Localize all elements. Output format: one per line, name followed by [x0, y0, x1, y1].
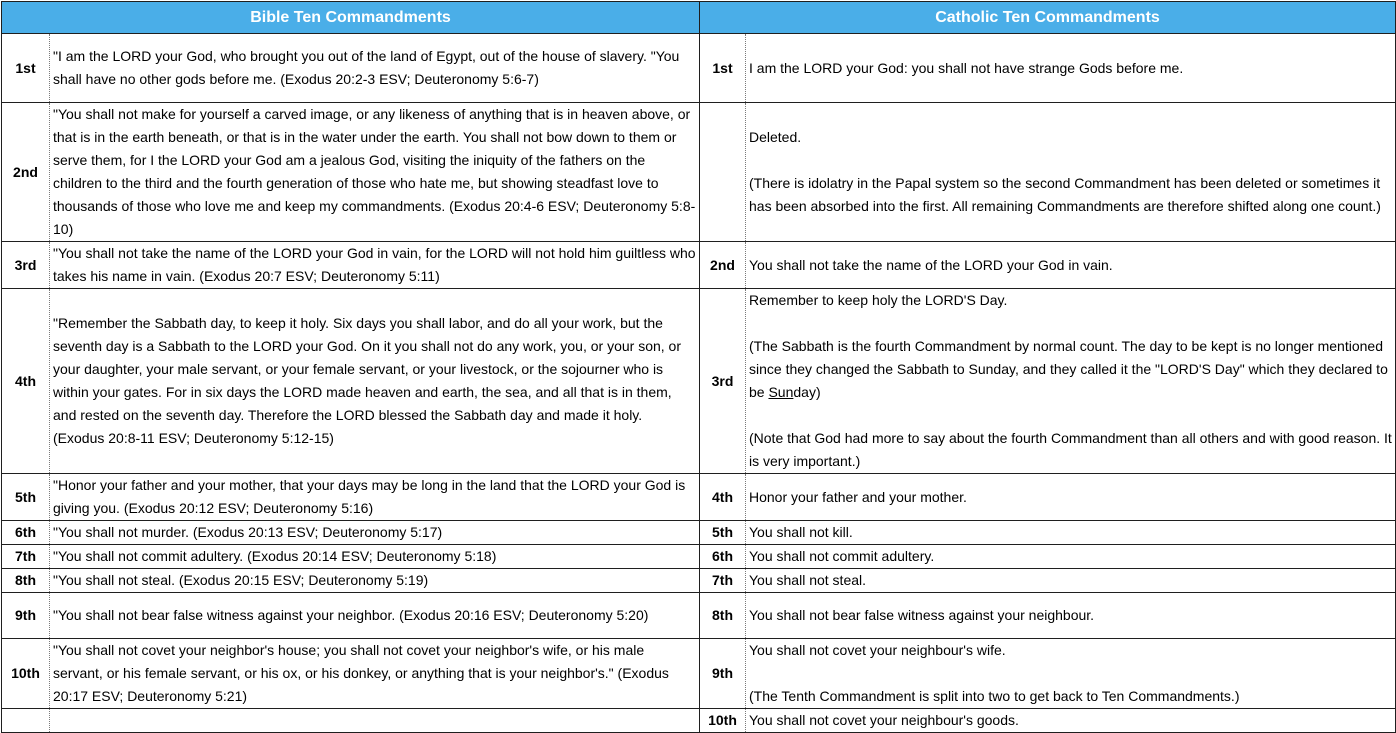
- catholic-text-cell[interactable]: You shall not kill.: [746, 521, 1396, 545]
- catholic-note: (There is idolatry in the Papal system so the second Commandment has been deleted or sometimes it has been absorbed into the first. All remaining Commandments are therefore shifted along one count.): [749, 175, 1381, 214]
- catholic-note-2: (Note that God had more to say about the fourth Commandment than all others and with good reason. It is very important.): [749, 430, 1392, 469]
- bible-number-cell[interactable]: 1st: [2, 34, 50, 103]
- table-row: [2, 242, 1396, 289]
- catholic-text-cell[interactable]: You shall not covet your neighbour's goods.: [746, 709, 1396, 733]
- catholic-number-cell[interactable]: 2nd: [700, 242, 746, 289]
- table-row: [2, 474, 1396, 521]
- catholic-number-cell[interactable]: 1st: [700, 34, 746, 103]
- catholic-note-underlined: Sun: [768, 384, 794, 400]
- catholic-number-cell[interactable]: 9th: [700, 639, 746, 709]
- bible-text-cell[interactable]: "Honor your father and your mother, that your days may be long in the land that the LORD your God is giving you. (Exodus 20:12 ESV; Deuteronomy 5:16): [50, 474, 700, 521]
- catholic-number-cell[interactable]: 5th: [700, 521, 746, 545]
- bible-text-cell[interactable]: "I am the LORD your God, who brought you out of the land of Egypt, out of the house of slavery. "You shall have no other gods before me. (Exodus 20:2-3 ESV; Deuteronomy 5:6-7): [50, 34, 700, 103]
- line-gap: [749, 404, 1392, 427]
- bible-number-cell[interactable]: 5th: [2, 474, 50, 521]
- bible-text-cell[interactable]: "You shall not steal. (Exodus 20:15 ESV; Deuteronomy 5:19): [50, 569, 700, 593]
- catholic-text-cell[interactable]: [746, 289, 1396, 474]
- table-row: [2, 639, 1396, 709]
- catholic-note-part-a: (The Sabbath is the fourth Commandment by normal count. The day to be kept is no longer mentioned since they changed the Sabbath to Sunday, and they called it the "LORD'S Day" which they declared to be: [749, 338, 1388, 400]
- catholic-number-cell[interactable]: 6th: [700, 545, 746, 569]
- table-row: [2, 521, 1396, 545]
- catholic-text: You shall not covet your neighbour's wife.: [749, 642, 1006, 658]
- bible-number-cell[interactable]: 3rd: [2, 242, 50, 289]
- catholic-number-cell[interactable]: 10th: [700, 709, 746, 733]
- catholic-number-cell[interactable]: 3rd: [700, 289, 746, 474]
- catholic-column-header[interactable]: Catholic Ten Commandments: [700, 2, 1396, 34]
- catholic-number-cell[interactable]: 4th: [700, 474, 746, 521]
- table-row: [2, 709, 1396, 733]
- bible-text-cell[interactable]: "Remember the Sabbath day, to keep it holy. Six days you shall labor, and do all your work, but the seventh day is a Sabbath to the LORD your God. On it you shall not do any work, you, or your son, or your daughter, your male servant, or your female servant, or your livestock, or the sojourner who is within your gates. For in six days the LORD made heaven and earth, the sea, and all that is in them, and rested on the seventh day. Therefore the LORD blessed the Sabbath day and made it holy. (Exodus 20:8-11 ESV; Deuteronomy 5:12-15): [50, 289, 700, 474]
- catholic-text-cell[interactable]: You shall not steal.: [746, 569, 1396, 593]
- bible-number-cell[interactable]: 10th: [2, 639, 50, 709]
- bible-number-cell[interactable]: 8th: [2, 569, 50, 593]
- header-row: [2, 2, 1396, 34]
- bible-number-cell[interactable]: 9th: [2, 593, 50, 639]
- table-row: [2, 545, 1396, 569]
- catholic-text-cell[interactable]: I am the LORD your God: you shall not have strange Gods before me.: [746, 34, 1396, 103]
- catholic-note-part-b: day): [793, 384, 821, 400]
- catholic-number-cell[interactable]: 7th: [700, 569, 746, 593]
- catholic-text: Deleted.: [749, 129, 802, 145]
- line-gap: [749, 149, 1392, 172]
- bible-text-cell[interactable]: "You shall not commit adultery. (Exodus 20:14 ESV; Deuteronomy 5:18): [50, 545, 700, 569]
- bible-text-cell[interactable]: "You shall not take the name of the LORD your God in vain, for the LORD will not hold him guiltless who takes his name in vain. (Exodus 20:7 ESV; Deuteronomy 5:11): [50, 242, 700, 289]
- line-gap: [749, 662, 1392, 685]
- catholic-number-cell[interactable]: [700, 103, 746, 242]
- catholic-number-cell[interactable]: 8th: [700, 593, 746, 639]
- bible-text-cell[interactable]: "You shall not bear false witness against your neighbor. (Exodus 20:16 ESV; Deuteronomy 5:20): [50, 593, 700, 639]
- bible-column-header[interactable]: Bible Ten Commandments: [2, 2, 700, 34]
- bible-number-cell[interactable]: 7th: [2, 545, 50, 569]
- bible-number-cell[interactable]: [2, 709, 50, 733]
- catholic-text: Remember to keep holy the LORD'S Day.: [749, 292, 1008, 308]
- catholic-text-cell[interactable]: [746, 103, 1396, 242]
- bible-text-cell[interactable]: "You shall not covet your neighbor's house; you shall not covet your neighbor's wife, or his male servant, or his female servant, or his ox, or his donkey, or anything that is your neighbor's." (Exodus 20:17 ESV; Deuteronomy 5:21): [50, 639, 700, 709]
- catholic-text-cell[interactable]: Honor your father and your mother.: [746, 474, 1396, 521]
- table-row: [2, 569, 1396, 593]
- catholic-note: (The Tenth Commandment is split into two to get back to Ten Commandments.): [749, 688, 1240, 704]
- table-row: [2, 289, 1396, 474]
- commandments-comparison-table: [1, 1, 1396, 733]
- bible-text-cell[interactable]: "You shall not murder. (Exodus 20:13 ESV; Deuteronomy 5:17): [50, 521, 700, 545]
- table-row: [2, 103, 1396, 242]
- table-row: [2, 34, 1396, 103]
- catholic-text-cell[interactable]: You shall not bear false witness against your neighbour.: [746, 593, 1396, 639]
- bible-number-cell[interactable]: 4th: [2, 289, 50, 474]
- bible-text-cell[interactable]: "You shall not make for yourself a carved image, or any likeness of anything that is in heaven above, or that is in the earth beneath, or that is in the water under the earth. You shall not bow down to them or serve them, for I the LORD your God am a jealous God, visiting the iniquity of the fathers on the children to the third and the fourth generation of those who hate me, but showing steadfast love to thousands of those who love me and keep my commandments. (Exodus 20:4-6 ESV; Deuteronomy 5:8-10): [50, 103, 700, 242]
- line-gap: [749, 312, 1392, 335]
- catholic-note: [749, 338, 1388, 400]
- bible-number-cell[interactable]: 2nd: [2, 103, 50, 242]
- bible-number-cell[interactable]: 6th: [2, 521, 50, 545]
- catholic-text-cell[interactable]: You shall not take the name of the LORD your God in vain.: [746, 242, 1396, 289]
- bible-text-cell[interactable]: [50, 709, 700, 733]
- catholic-text-cell[interactable]: You shall not commit adultery.: [746, 545, 1396, 569]
- catholic-text-cell[interactable]: [746, 639, 1396, 709]
- table-row: [2, 593, 1396, 639]
